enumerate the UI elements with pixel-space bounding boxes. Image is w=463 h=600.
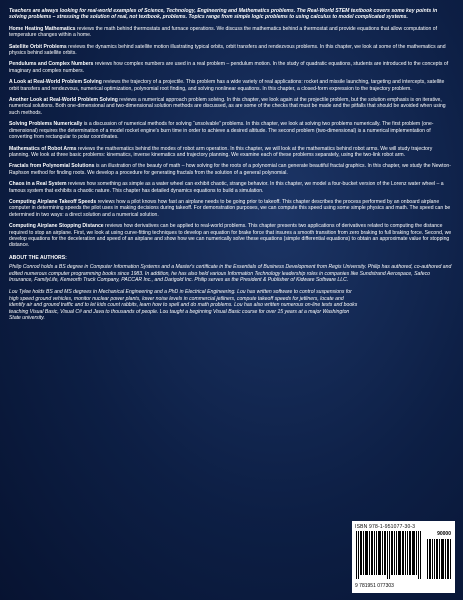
intro-paragraph: Teachers are always looking for real-world examples of Science, Technology, Engineering and Mathematics problems. The Real-World STEM textbook covers some key points in solving problems – stressing the solution of real, not textbook, problems. Topics range from simple logic problems to using calculus to model complicated systems.: [9, 8, 438, 21]
chapter-item: [9, 97, 454, 116]
chapter-title: A Look at Real-World Problem Solving: [9, 79, 102, 86]
chapter-item: [9, 199, 454, 218]
chapter-item: [9, 61, 454, 74]
chapter-title: Mathematics of Robot Arms: [9, 145, 77, 152]
about-authors-heading: ABOUT THE AUTHORS:: [9, 254, 67, 261]
author-bio-tylee: Lou Tylee holds BS and MS degrees in Mechanical Engineering and a PhD in Electrical Engineering. Lou has written software to control suspensions for high speed ground vehicles, monitor nuclear power plants, lower noise levels in commercial jetliners, compute takeoff speeds for jetliners, locate and identify air and ground traffic and to let kids count rabbits, learn how to spell and do math problems. Lou has also written numerous on-line texts and books teaching Visual Basic, Visual C# and Java to thousands of people. Lou taught a beginning Visual Basic course for over 15 years at a major Washington State university.: [9, 289, 358, 322]
chapter-item: [9, 79, 454, 92]
chapter-item: [9, 44, 454, 57]
chapter-item: [9, 163, 454, 176]
chapter-description: reviews how something as simple as a water wheel can exhibit chaotic, strange behavior. In this chapter, we model a four-bucket version of the Lorenz water wheel – a famous system that exhibits a chaotic nature. This chapter has detailed dynamics equations to build a simulation.: [9, 181, 444, 194]
chapter-item: [9, 223, 454, 249]
chapter-description: reviews the mathematics behind the modes of robot arm operation. In this chapter, we will look at the mathematics behind robot arms. We will study trajectory planning. We look at three basic problems: kinematics, inverse kinematics and trajectory planning. We examine each of these problems separately, using the two-link robot arm.: [9, 145, 433, 158]
barcode-bars: [356, 531, 424, 579]
isbn-label: ISBN 978-1-951077-30-3: [355, 524, 416, 530]
chapter-item: [9, 26, 454, 39]
chapter-description: reviews the math behind thermostats and furnace operations. We discuss the mathematics behind a thermostat and provide equations that allow computation of temperature changes within a home.: [9, 25, 438, 39]
chapter-title: Fractals from Polynomial Solutions: [9, 163, 95, 170]
chapter-description: is a discussion of numerical methods for solving “unsolvable” problems. In this chapter, we look at solving two problems numerically. The first problem (one-dimensional) requires the determination of a model rocket engine's burn time in order to achieve a desired altitude. The second problem (two-dimensional) is a numerical implementation of converting from rectangular to polar coordinates.: [9, 121, 434, 141]
chapter-item: [9, 146, 454, 159]
chapter-title: Chaos in a Real System: [9, 181, 67, 188]
chapter-description: is an illustration of the beauty of math – how solving for the roots of a polynomial can generate beautiful fractal graphics. In this chapter, we study the Newton-Raphson method for finding roots. We develop a procedure for generating fractals from the solution of a general polynomial.: [9, 163, 451, 176]
price-code: 90000: [437, 531, 451, 537]
chapter-description: reviews the dynamics behind satellite motion illustrating typical orbits, orbit transfers and rendezvous problems. In this chapter, we look at some of the mathematics and physics behind satellite orbits.: [9, 43, 446, 57]
chapter-description: reviews how complex numbers are used in a real problem – pendulum motion. In the study of quadratic equations, students are introduced to the concepts of imaginary and complex numbers.: [9, 61, 449, 74]
chapter-title: Home Heating Mathematics: [9, 25, 76, 32]
chapter-title: Pendulums and Complex Numbers: [9, 61, 94, 68]
chapter-title: Solving Problems Numerically: [9, 121, 83, 128]
back-cover-text: [9, 8, 454, 327]
chapter-title: Another Look at Real-World Problem Solving: [9, 97, 118, 104]
chapter-item: [9, 121, 454, 140]
chapter-description: reviews how a pilot knows how fast an airplane needs to be going prior to takeoff. This chapter describes the process performed by an onboard airplane computer in determining speeds the pilot uses in making decisions during takeoff. For demonstration purposes, we can compute this speed using some simple physics and math. The speed can be determined in two ways: a direct solution and a numerical solution.: [9, 198, 451, 218]
chapter-title: Computing Airplane Takeoff Speeds: [9, 198, 97, 205]
isbn-barcode: [352, 521, 455, 593]
price-barcode-bars: [427, 539, 451, 579]
chapter-item: [9, 181, 454, 194]
chapter-title: Satellite Orbit Problems: [9, 43, 67, 50]
chapter-description: reviews how derivatives can be applied to real-world problems. This chapter presents two applications of derivatives related to computing the distance required to stop an airplane. First, we look at using curve-fitting techniques to develop an equation for brake force that insures a smooth transition from zero braking to full braking force. Second, we develop equations for the deceleration and speed of an airplane and show how we can numerically solve these equations (simple differential equations) to obtain an approximate value for stopping distance.: [9, 223, 452, 249]
author-bio-conrod: Philip Conrod holds a BS degree in Computer Information Systems and a Master's certificate in the Essentials of Business Development from Regis University. Philip has authored, co-authored and edited numerous computer programming books since 1983. In addition, he has also held various Information Technology leadership roles in companies like Sundstrand Aerospace, Safeco Insurance, FamilyLife, Kenworth Truck Company, PACCAR Inc., and Darigold Inc. Philip serves as the President & Publisher of Kidware Software LLC.: [9, 264, 452, 283]
chapter-title: Computing Airplane Stopping Distance: [9, 223, 104, 230]
isbn-digits: 9 781951 077303: [355, 582, 394, 589]
chapter-list: [9, 26, 454, 249]
chapter-description: reviews the trajectory of a projectile. This problem has a wide variety of real applications: rocket and missile launching, targeting and intercepts, satellite orbit transfers and rendezvous, numerical optimization, polynomial root finding, and solving nonlinear equations. In this chapter, a closed-form expression to the trajectory problem.: [9, 79, 445, 92]
chapter-description: reviews a numerical approach problem solving. In this chapter, we look again at the projectile problem, but the solution emphasis is on iterative, numerical solutions. Both one-dimensional and two-dimensional solution methods are discussed, as are some of the checks that must be made and the pitfalls that should be avoided when using such methods.: [9, 97, 446, 116]
